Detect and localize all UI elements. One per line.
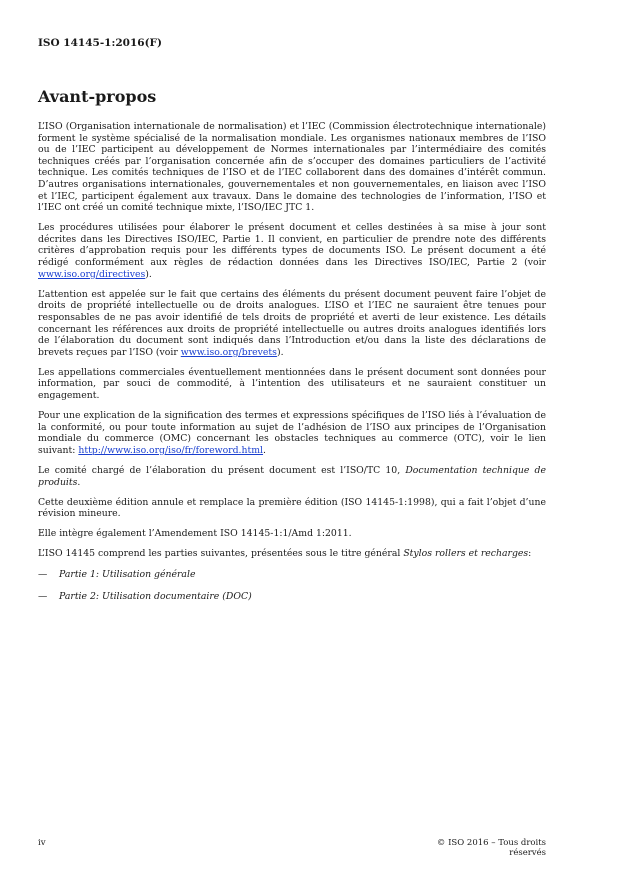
list-dash: — bbox=[38, 568, 48, 580]
paragraph-committee bbox=[38, 465, 546, 488]
paragraph-trade-names: Les appellations commerciales éventuellement mentionnées dans le présent document sont données pour information, par souci de commodité, à l’intention des utilisateurs et ne sauraient constituer un engagement. bbox=[38, 366, 546, 401]
paragraph-edition: Cette deuxième édition annule et remplace la première édition (ISO 14145-1:1998), qui a fait l’objet d’une révision mineure. bbox=[38, 496, 546, 520]
copyright-notice: © ISO 2016 – Tous droits réservés bbox=[436, 838, 546, 858]
list-dash: — bbox=[38, 591, 48, 603]
page-title: Avant-propos bbox=[38, 87, 157, 106]
paragraph-conformity-text: Pour une explication de la signification des termes et expressions spécifiques de l’ISO liés à l’évaluation de la conformité, ou pour toute information au sujet de l’adhésion de l’ISO aux principes de l’Organisation mondiale du commerce (OMC) concernant les obstacles techniques au commerce (OTC), voir le lien suivant: bbox=[38, 410, 546, 456]
paragraph-patent-rights bbox=[38, 289, 546, 359]
paragraph-parts-end: : bbox=[528, 548, 532, 560]
paragraph-procedures-end: ). bbox=[145, 268, 152, 280]
paragraph-amendment: Elle intègre également l’Amendement ISO 14145-1:1/Amd 1:2011. bbox=[38, 528, 352, 540]
part-2-title: Partie 2: Utilisation documentaire (DOC) bbox=[59, 591, 252, 603]
part-1-title: Partie 1: Utilisation générale bbox=[59, 568, 196, 580]
paragraph-iso-iec-intro: L’ISO (Organisation internationale de normalisation) et l’IEC (Commission électrotechnique internationale) forment le système spécialisé de la normalisation mondiale. Les organismes nationaux membres de l’ISO ou de l’IEC participent au développement de Normes internationales par l’intermédiaire des comités techniques créés par l’organisation concernée afin de s’occuper des domaines particuliers de l’activité technique. Les comités techniques de l’ISO et de l’IEC collaborent dans des domaines d’intérêt commun. D’autres organisations internationales, gouvernementales et non gouvernementales, en liaison avec l’ISO et l’IEC, participent également aux travaux. Dans le domaine des technologies de l’information, l’ISO et l’IEC ont créé un comité technique mixte, l’ISO/IEC JTC 1. bbox=[38, 121, 546, 214]
paragraph-committee-text: Le comité chargé de l’élaboration du présent document est l’ISO/TC 10, bbox=[38, 464, 406, 476]
paragraph-patent-rights-end: ). bbox=[276, 346, 284, 358]
document-id-header: ISO 14145-1:2016(F) bbox=[38, 37, 162, 49]
list-item bbox=[38, 569, 546, 581]
list-item bbox=[38, 591, 546, 603]
paragraph-procedures-text: Les procédures utilisées pour élaborer le présent document et celles destinées à sa mise à jour sont décrites dans les Directives ISO/IEC, Partie 1. Il convient, en particulier de prendre note des différents critères d’approbation requis pour les différents types de documents ISO. Le présent document a été rédigé conformément aux règles de rédaction données dans les Directives ISO/IEC, Partie 2 (voir bbox=[38, 222, 546, 269]
page-number: iv bbox=[38, 838, 46, 848]
paragraph-conformity-end: . bbox=[263, 444, 266, 456]
general-title: Stylos rollers et recharges bbox=[403, 548, 529, 560]
directives-link[interactable]: www.iso.org/directives bbox=[38, 268, 146, 280]
paragraph-patent-rights-text: L’attention est appelée sur le fait que certains des éléments du présent document peuvent faire l’objet de droits de propriété intellectuelle ou de droits analogues. L’ISO et l’IEC ne sauraient être tenues pour responsables de ne pas avoir identifié de tels droits de propriété et averti de leur existence. Les détails concernant les références aux droits de propriété intellectuelle ou autres droits analogues identifiés lors de l’élaboration du document sont indiqués dans l’Introduction et/ou dans la liste des déclarations de brevets reçues par l’ISO (voir bbox=[38, 288, 546, 358]
paragraph-committee-end: . bbox=[77, 476, 81, 488]
paragraph-procedures bbox=[38, 222, 546, 280]
foreword-body bbox=[38, 121, 546, 614]
paragraph-conformity bbox=[38, 410, 546, 456]
foreword-link[interactable]: http://www.iso.org/iso/fr/foreword.html bbox=[78, 444, 264, 456]
patents-link[interactable]: www.iso.org/brevets bbox=[180, 346, 277, 358]
paragraph-parts bbox=[38, 548, 546, 560]
committee-title: Documentation technique de produits bbox=[38, 464, 546, 488]
paragraph-parts-text: L’ISO 14145 comprend les parties suivantes, présentées sous le titre général bbox=[38, 548, 404, 560]
